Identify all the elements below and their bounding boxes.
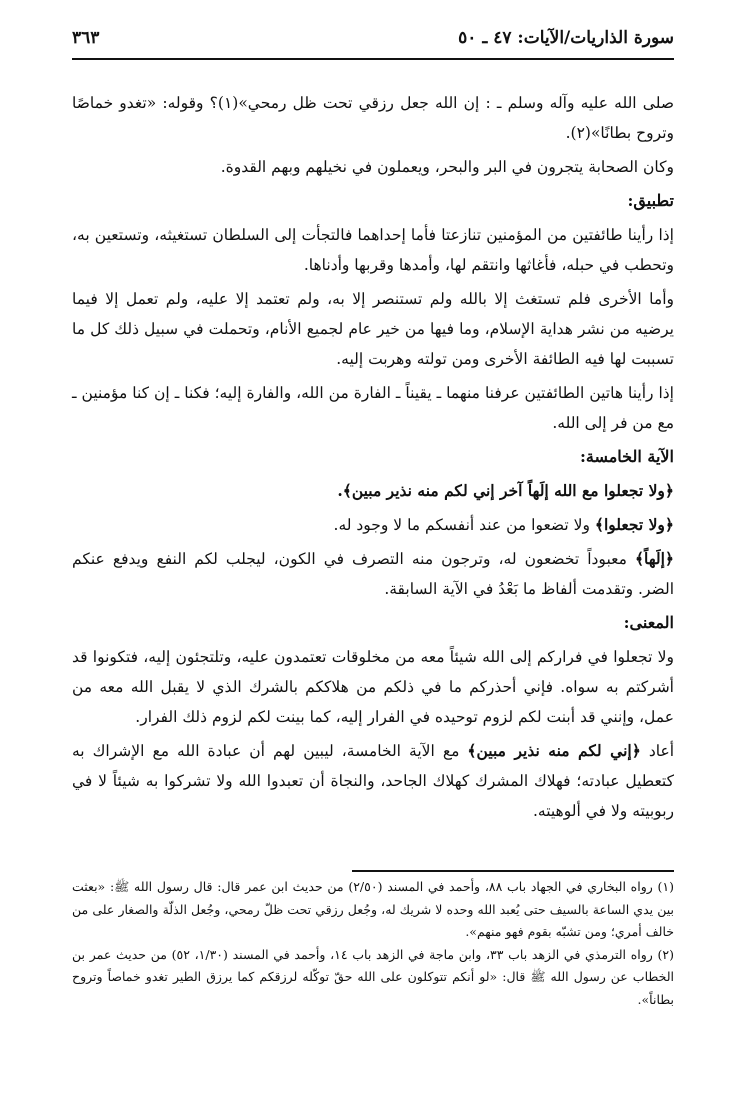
paragraph-maana-1: ولا تجعلوا في فراركم إلى الله شيئاً معه من مخلوقات تعتمدون عليه، وتلتجئون إليه، فتكونوا قد أشركتم به سواه. فإني أحذركم ما في ذلكم من هلاككم بالشرك الذي لا يقبل الله معه من عمل، وإنني قد أبنت لكم لزوم توحيده في الفرار إليه، كما بينت لكم لزوم ذلك الفرار.	[72, 648, 674, 726]
paragraph-companions: وكان الصحابة يتجرون في البر والبحر، ويعملون في نخيلهم وبهم القدوة.	[220, 158, 674, 176]
header-divider	[72, 58, 674, 60]
surah-title: سورة الذاريات/الآيات: ٤٧ ـ ٥٠	[458, 28, 674, 48]
paragraph-tatbiq-3: إذا رأينا هاتين الطائفتين عرفنا منهما ـ يقيناً ـ الفارة من الله، والفارة إليه؛ فكنا ـ إن كنا مؤمنين ـ مع من فر إلى الله.	[72, 384, 674, 432]
verse-quote: ﴿إني لكم منه نذير مبين﴾	[467, 741, 641, 760]
footnote-1: (١) رواه البخاري في الجهاد باب ٨٨، وأحمد في المسند (٢/٥٠) من حديث ابن عمر قال: قال رسول الله ﷺ: «بعثت بين يدي الساعة بالسيف حتى يُعبد الله وحده لا شريك له، وجُعل رزقي تحت ظلّ رمحي، وجُعل الذلّة والصغار على من خالف أمري؛ ومن تشبّه بقوم فهو منهم».	[72, 879, 675, 939]
paragraph-verse-word-2	[72, 544, 674, 604]
verse-word: ﴿ولا تجعلوا﴾	[594, 515, 674, 534]
paragraph-tatbiq-1: إذا رأينا طائفتين من المؤمنين تنازعتا فأما إحداهما فالتجأت إلى السلطان تستغيثه، وتستعين به، وتحطب في حبله، فأغاثها وانتقم لها، وأمدها وقربها وأدناها.	[72, 226, 674, 274]
footnotes	[72, 876, 674, 1011]
quran-verse: ﴿ولا تجعلوا مع الله إلَهاً آخر إني لكم منه نذير مبين﴾.	[337, 481, 674, 500]
paragraph-tatbiq-2: وأما الأخرى فلم تستغث إلا بالله ولم تستنصر إلا به، ولم تعتمد إلا عليه، ولم تعمل إلا فيما يرضيه من نشر هداية الإسلام، وما فيها من خير عام لجميع الأنام، وتحملت في سبيل ذلك كل ما تسببت لها فيه الطائفة الأخرى ومن تولته وهربت إليه.	[72, 290, 674, 368]
page-number: ٣٦٣	[72, 28, 100, 48]
footnote-divider	[352, 870, 674, 872]
verse-word-explanation: ولا تضعوا من عند أنفسكم ما لا وجود له.	[333, 516, 595, 534]
heading-tatbiq: تطبيق:	[627, 191, 674, 210]
verse-word: ﴿إلَهاً﴾	[634, 549, 674, 568]
paragraph-verse-word-1	[72, 510, 674, 540]
maana-text-start: أعاد	[640, 742, 674, 760]
main-text	[72, 88, 674, 830]
page-header	[72, 28, 674, 48]
heading-ayah-five: الآية الخامسة:	[579, 447, 674, 466]
footnote-2: (٢) رواه الترمذي في الزهد باب ٣٣، وابن ماجة في الزهد باب ١٤، وأحمد في المسند (١/٣٠، ٥٢) من حديث عمر بن الخطاب عن رسول الله ﷺ قال: «لو أنكم تتوكلون على الله حقّ توكّله لرزقكم كما يرزق الطير تغدو خماصاً وتروح بطاناً».	[72, 946, 674, 1007]
heading-maana: المعنى:	[623, 613, 674, 632]
paragraph-hadith: صلى الله عليه وآله وسلم ـ : إن الله جعل رزقي تحت ظل رمحي»(١)؟ وقوله: «تغدو خماصًا وتروح بطانًا»(٢).	[72, 94, 674, 142]
verse-word-explanation: معبوداً تخضعون له، وترجون منه التصرف في الكون، ليجلب لكم النفع ويدفع عنكم الضر. وتقدمت ألفاظ ما بَعْدُ في الآية السابقة.	[72, 550, 674, 598]
maana-text-end: مع الآية الخامسة، ليبين لهم أن عبادة الله مع الإشراك به كتعطيل عبادته؛ فهلاك المشرك كهلاك الجاحد، والنجاة أن تعبدوا الله ولا تشركوا به شيئاً لا في ربوبيته ولا في ألوهيته.	[72, 742, 674, 820]
paragraph-maana-2	[72, 736, 674, 826]
